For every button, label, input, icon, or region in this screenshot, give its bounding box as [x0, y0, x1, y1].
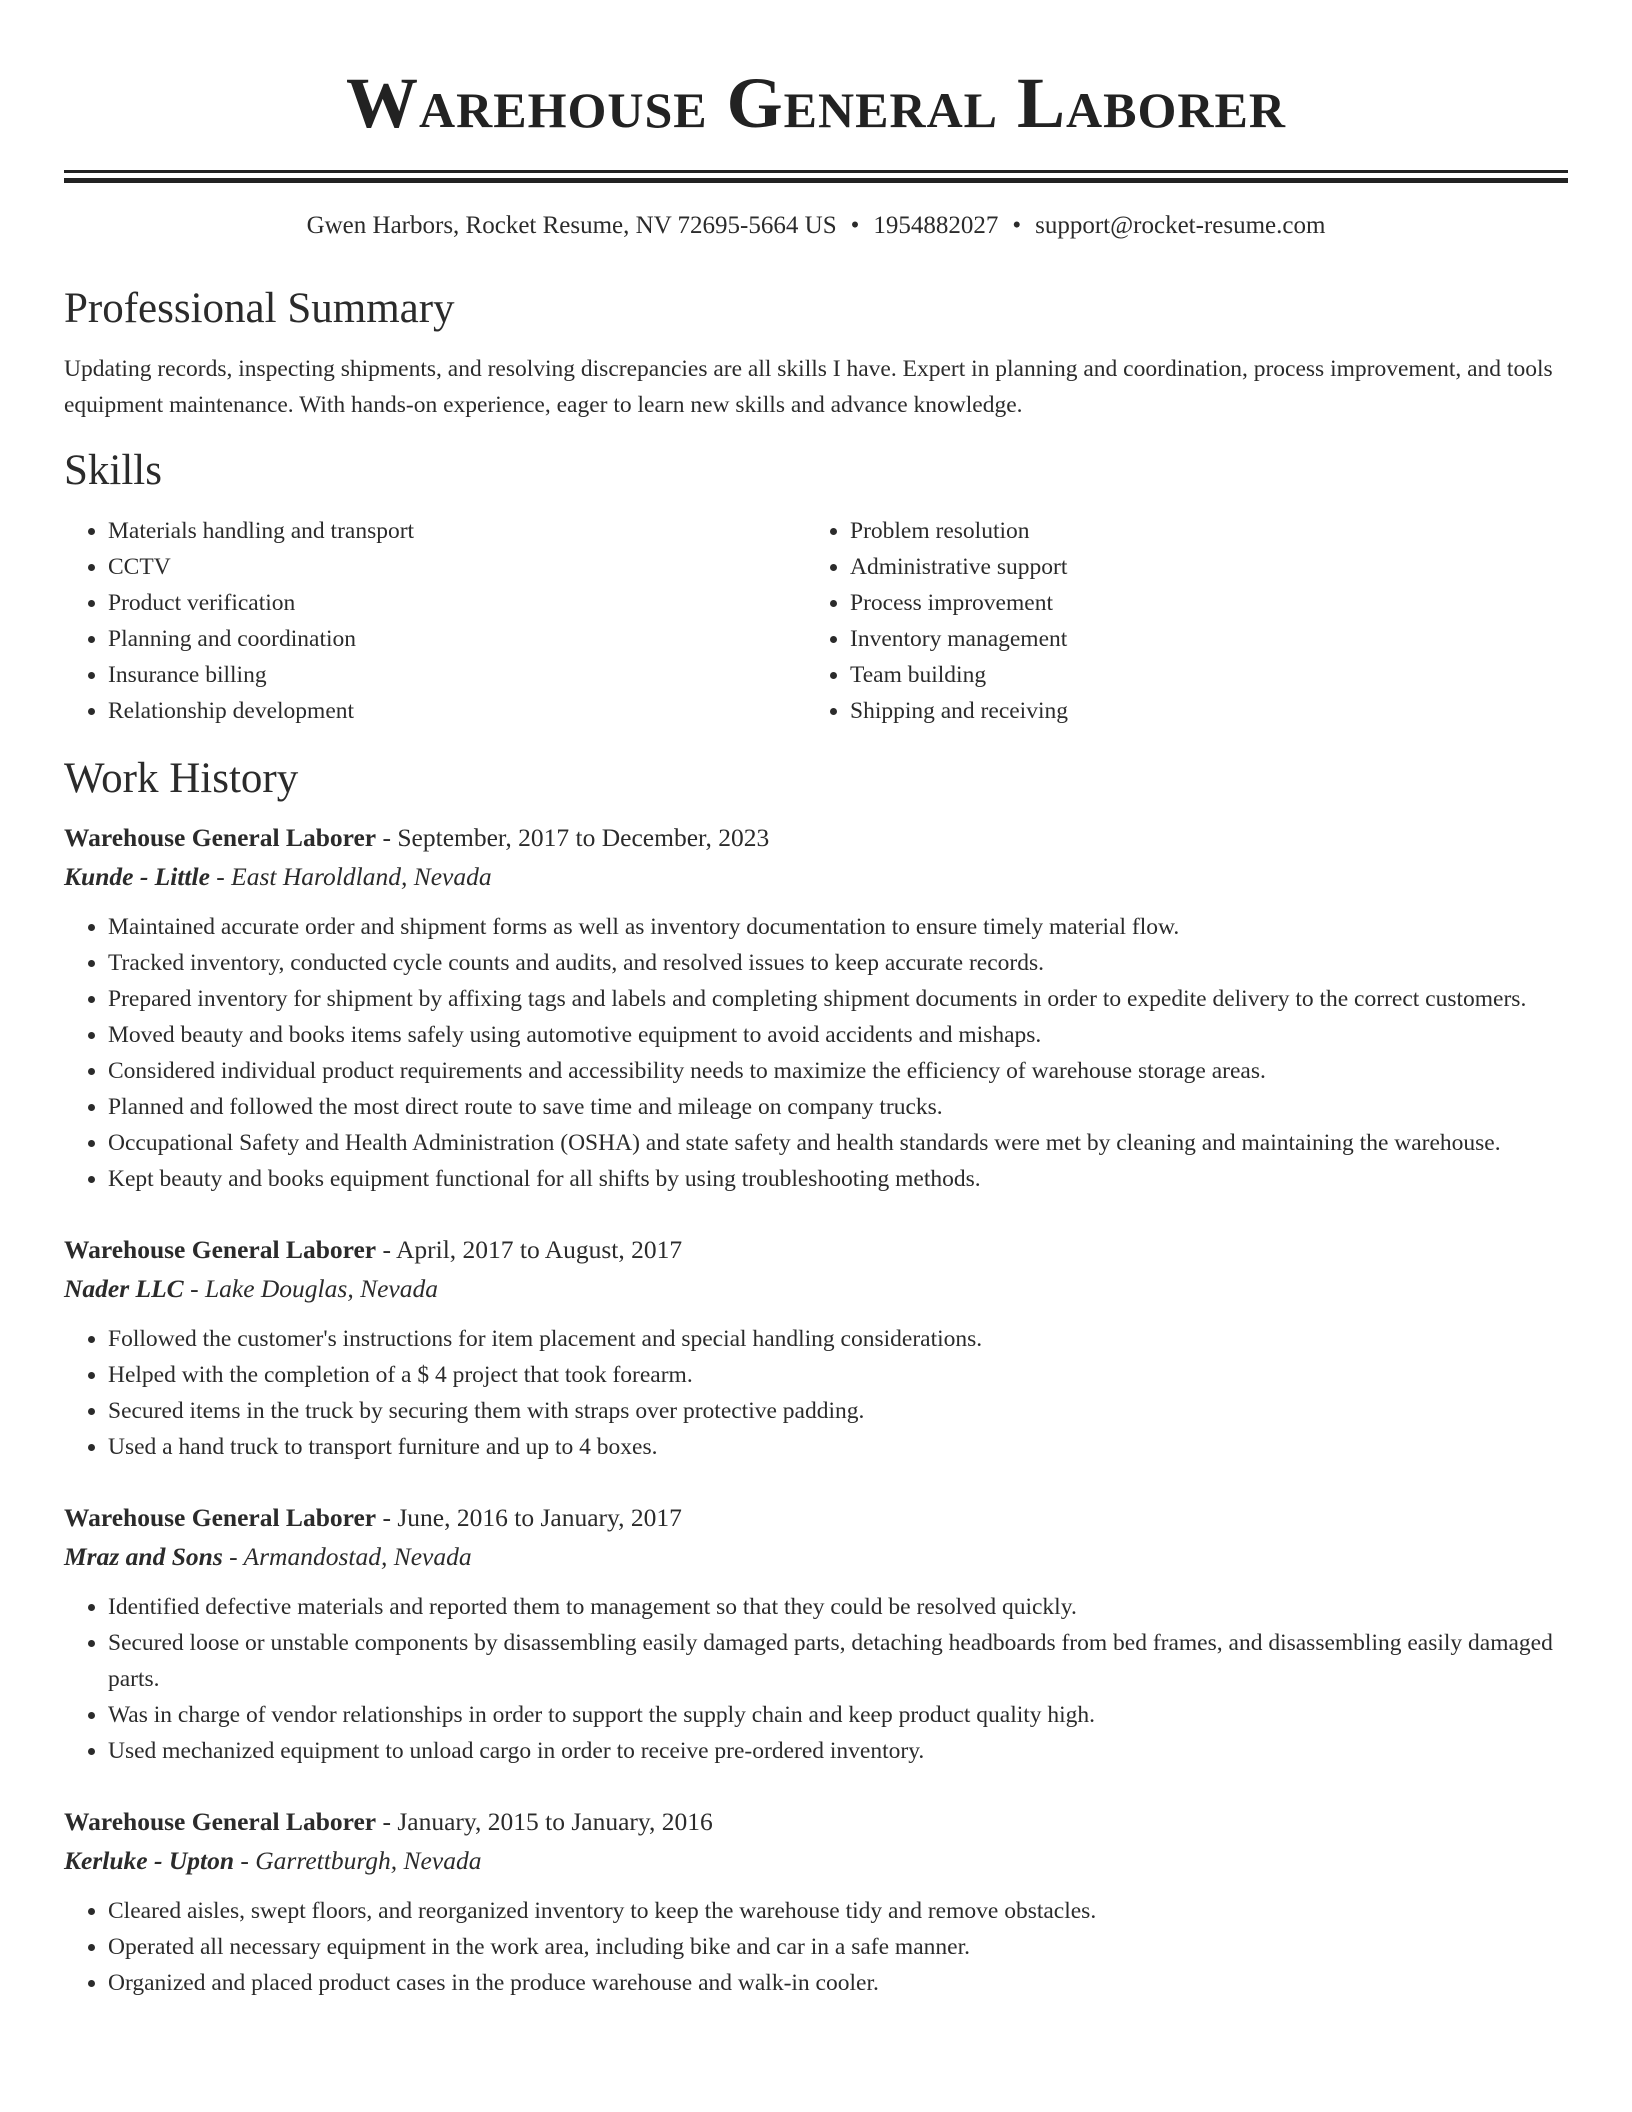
job-bullet: • Prepared inventory for shipment by affixing tags and labels and completing shipment documents in order to expedite delivery to the correct customers. — [108, 981, 1568, 1017]
job-company: Nader LLC — [64, 1274, 184, 1303]
skill-item: • Administrative support — [850, 549, 1548, 585]
job-title-line — [64, 1803, 1568, 1841]
job-bullet: • Identified defective materials and reported them to management so that they could be resolved quickly. — [108, 1589, 1568, 1625]
job-title: Warehouse General Laborer — [64, 823, 377, 852]
contact-address: Gwen Harbors, Rocket Resume, NV 72695-5664 US — [306, 212, 837, 239]
job-dash: - — [183, 1274, 205, 1303]
job-dates: January, 2015 to January, 2016 — [397, 1807, 713, 1836]
skills-column-right — [806, 513, 1548, 729]
job-bullet: • Operated all necessary equipment in the work area, including bike and car in a safe manner. — [108, 1929, 1568, 1965]
job-dates: April, 2017 to August, 2017 — [395, 1235, 683, 1264]
job-bullet: • Considered individual product requirements and accessibility needs to maximize the efficiency of warehouse storage areas. — [108, 1053, 1568, 1089]
job-location: Garrettburgh, Nevada — [255, 1846, 482, 1875]
skill-item: • Shipping and receiving — [850, 693, 1548, 729]
skill-item: • Product verification — [108, 585, 806, 621]
job-bullet: • Used a hand truck to transport furniture and up to 4 boxes. — [108, 1429, 1568, 1465]
skill-item: • Planning and coordination — [108, 621, 806, 657]
job-bullet: • Used mechanized equipment to unload cargo in order to receive pre-ordered inventory. — [108, 1733, 1568, 1769]
job-responsibilities-list — [64, 909, 1568, 1197]
job-responsibilities-list — [64, 1893, 1568, 2001]
job-bullet: • Organized and placed product cases in the produce warehouse and walk-in cooler. — [108, 1965, 1568, 2001]
job-company-line — [64, 1269, 1568, 1309]
skill-item: • Team building — [850, 657, 1548, 693]
job-bullet: • Planned and followed the most direct route to save time and mileage on company trucks. — [108, 1089, 1568, 1125]
job-dash: - — [222, 1542, 244, 1571]
contact-separator: • — [1012, 212, 1022, 239]
contact-phone: 1954882027 — [873, 212, 999, 239]
jobs-list — [64, 819, 1568, 2001]
skill-item: • Inventory management — [850, 621, 1548, 657]
job-title-line — [64, 819, 1568, 857]
job-bullet: • Kept beauty and books equipment functional for all shifts by using troubleshooting methods. — [108, 1161, 1568, 1197]
contact-line — [64, 211, 1568, 241]
job-company-line — [64, 1537, 1568, 1577]
job-responsibilities-list — [64, 1321, 1568, 1465]
job-bullet: • Tracked inventory, conducted cycle counts and audits, and resolved issues to keep accurate records. — [108, 945, 1568, 981]
summary-text: Updating records, inspecting shipments, and resolving discrepancies are all skills I have. Expert in planning and coordination, process improvement, and tools equipment maintenance. With hands-on experience, eager to learn new skills and advance knowledge. — [64, 356, 1553, 418]
job-title: Warehouse General Laborer — [64, 1235, 377, 1264]
skill-item: • Process improvement — [850, 585, 1548, 621]
job-entry — [64, 1231, 1568, 1465]
skills-grid — [64, 513, 1568, 729]
skills-list-right — [806, 513, 1548, 729]
job-bullet: • Occupational Safety and Health Administration (OSHA) and state safety and health standards were met by cleaning and maintaining the warehouse. — [108, 1125, 1568, 1161]
job-dates: September, 2017 to December, 2023 — [397, 823, 770, 852]
job-bullet: • Moved beauty and books items safely using automotive equipment to avoid accidents and mishaps. — [108, 1017, 1568, 1053]
job-bullet: • Secured items in the truck by securing them with straps over protective padding. — [108, 1393, 1568, 1429]
job-company-line — [64, 1841, 1568, 1881]
professional-summary-section — [64, 283, 1568, 423]
skills-list-left — [64, 513, 806, 729]
job-bullet: • Followed the customer's instructions for item placement and special handling considerations. — [108, 1321, 1568, 1357]
section-heading-work-history: Work History — [64, 755, 299, 802]
job-company: Kunde - Little — [64, 862, 210, 891]
section-heading-skills: Skills — [64, 447, 162, 494]
header-double-rule — [64, 170, 1568, 183]
skill-item: • Materials handling and transport — [108, 513, 806, 549]
job-dash: - — [209, 862, 232, 891]
job-dash: - — [376, 823, 398, 852]
job-location: Armandostad, Nevada — [243, 1542, 472, 1571]
job-company-line — [64, 857, 1568, 897]
job-location: Lake Douglas, Nevada — [204, 1274, 438, 1303]
job-entry — [64, 1499, 1568, 1769]
job-company: Mraz and Sons — [64, 1542, 223, 1571]
job-dates: June, 2016 to January, 2017 — [397, 1503, 682, 1532]
section-heading-summary: Professional Summary — [64, 285, 455, 332]
job-location: East Haroldland, Nevada — [231, 862, 492, 891]
job-bullet: • Maintained accurate order and shipment forms as well as inventory documentation to ensure timely material flow. — [108, 909, 1568, 945]
resume-name-heading: Warehouse General Laborer — [346, 63, 1286, 143]
job-bullet: • Cleared aisles, swept floors, and reorganized inventory to keep the warehouse tidy and remove obstacles. — [108, 1893, 1568, 1929]
skill-item: • Insurance billing — [108, 657, 806, 693]
skill-item: • CCTV — [108, 549, 806, 585]
job-bullet: • Was in charge of vendor relationships in order to support the supply chain and keep product quality high. — [108, 1697, 1568, 1733]
job-company: Kerluke - Upton — [64, 1846, 235, 1875]
contact-separator: • — [850, 212, 860, 239]
contact-email: support@rocket-resume.com — [1035, 212, 1326, 239]
work-history-section — [64, 753, 1568, 2001]
job-responsibilities-list — [64, 1589, 1568, 1769]
job-title: Warehouse General Laborer — [64, 1503, 377, 1532]
skills-section — [64, 445, 1568, 729]
job-dash: - — [376, 1503, 398, 1532]
job-bullet: • Helped with the completion of a $ 4 project that took forearm. — [108, 1357, 1568, 1393]
job-title: Warehouse General Laborer — [64, 1807, 377, 1836]
job-bullet: • Secured loose or unstable components by disassembling easily damaged parts, detaching headboards from bed frames, and disassembling easily damaged parts. — [108, 1625, 1568, 1697]
job-dash: - — [234, 1846, 256, 1875]
job-dash: - — [376, 1807, 398, 1836]
skill-item: • Relationship development — [108, 693, 806, 729]
job-dash: - — [376, 1235, 396, 1264]
job-entry — [64, 819, 1568, 1197]
job-title-line — [64, 1231, 1568, 1269]
job-entry — [64, 1803, 1568, 2001]
skills-column-left — [64, 513, 806, 729]
job-title-line — [64, 1499, 1568, 1537]
skill-item: • Problem resolution — [850, 513, 1548, 549]
